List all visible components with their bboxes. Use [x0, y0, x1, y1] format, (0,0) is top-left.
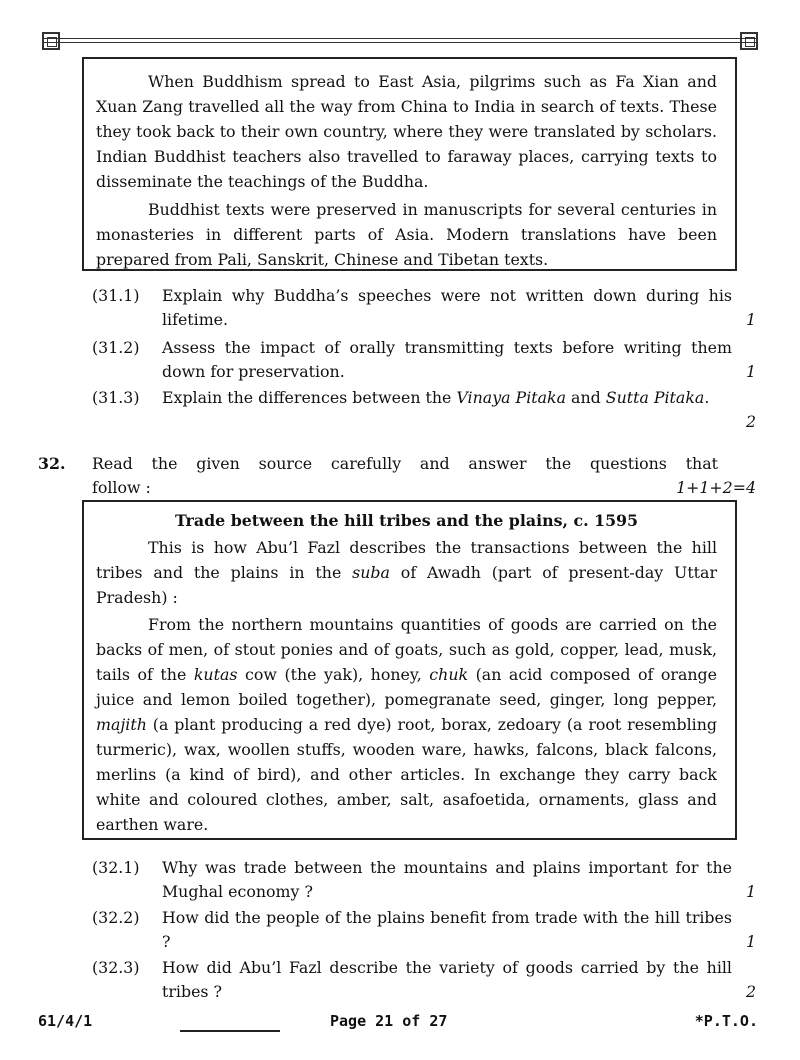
question-31-2: [92, 336, 762, 384]
question-text: Assess the impact of orally transmitting texts before writing them down for preservation.: [162, 338, 732, 381]
question-31-3: [92, 386, 762, 434]
question-instruction-cont: follow :: [92, 478, 151, 497]
question-number: (32.2): [92, 908, 140, 927]
question-marks: 1+1+2=4: [676, 478, 756, 497]
question-32-2: [92, 906, 762, 954]
question-number: (31.3): [92, 388, 140, 407]
source-box-31: [82, 57, 737, 271]
question-32-3: [92, 956, 762, 1004]
source-title: Trade between the hill tribes and the plains, c. 1595: [174, 511, 639, 530]
question-marks: 1: [745, 932, 756, 951]
corner-ornament-right-icon: [740, 32, 758, 50]
question-number: (32.1): [92, 858, 140, 877]
question-marks: 1: [745, 882, 756, 901]
question-instruction: Read the given source carefully and answer the questions that: [92, 454, 718, 473]
source-paragraph-1: When Buddhism spread to East Asia, pilgrims such as Fa Xian and Xuan Zang travelled all the way from China to India in search of texts. These they took back to their own country, where they were translated by scholars. Indian Buddhist teachers also travelled to faraway places, carrying texts to disseminate the teachings of the Buddha.: [96, 72, 717, 191]
question-32-1: [92, 856, 762, 904]
question-number: (31.1): [92, 286, 140, 305]
footer-blank-line: [180, 1030, 280, 1032]
corner-ornament-left-icon: [42, 32, 60, 50]
header-rule-inner: [44, 42, 756, 43]
source-intro: This is how Abu’l Fazl describes the transactions between the hill tribes and the plains in the suba of Awadh (part of present-day Uttar Pradesh) :: [96, 538, 718, 607]
paper-code: 61/4/1: [38, 1012, 93, 1030]
source-body: From the northern mountains quantities of goods are carried on the backs of men, of stout ponies and of goats, such as gold, copper, lead, musk, tails of the kutas cow (the yak), honey, chuk (an acid composed of orange juice and lemon boiled together), pomegranate seed, ginger, long pepper, majith (a plant producing a red dye) root, borax, zedoary (a root resembling turmeric), wax, woollen stuffs, wooden ware, hawks, falcons, black falcons, merlins (a kind of bird), and other articles. In exchange they carry back white and coloured clothes, amber, salt, asafoetida, ornaments, glass and earthen ware.: [96, 615, 717, 834]
question-number: (31.2): [92, 338, 140, 357]
source-box-32: [82, 500, 737, 840]
question-text: Explain the differences between the Vinaya Pitaka and Sutta Pitaka.: [162, 388, 710, 407]
page-number: Page 21 of 27: [330, 1012, 448, 1030]
source-paragraph-2: Buddhist texts were preserved in manuscripts for several centuries in monasteries in different parts of Asia. Modern translations have been prepared from Pali, Sanskrit, Chinese and Tibetan texts.: [96, 200, 717, 269]
question-number: (32.3): [92, 958, 140, 977]
question-marks: 2: [745, 412, 756, 431]
question-marks: 1: [745, 310, 756, 329]
question-marks: 2: [745, 982, 756, 1001]
question-text: How did the people of the plains benefit from trade with the hill tribes ?: [162, 908, 732, 951]
header-rule: [44, 38, 756, 39]
question-31-1: [92, 284, 762, 332]
question-text: Why was trade between the mountains and plains important for the Mughal economy ?: [162, 858, 732, 901]
question-marks: 1: [745, 362, 756, 381]
question-text: How did Abu’l Fazl describe the variety of goods carried by the hill tribes ?: [162, 958, 732, 1001]
question-number: 32.: [38, 454, 66, 473]
pto-label: *P.T.O.: [694, 1012, 758, 1030]
question-text: Explain why Buddha’s speeches were not written down during his lifetime.: [162, 286, 732, 329]
